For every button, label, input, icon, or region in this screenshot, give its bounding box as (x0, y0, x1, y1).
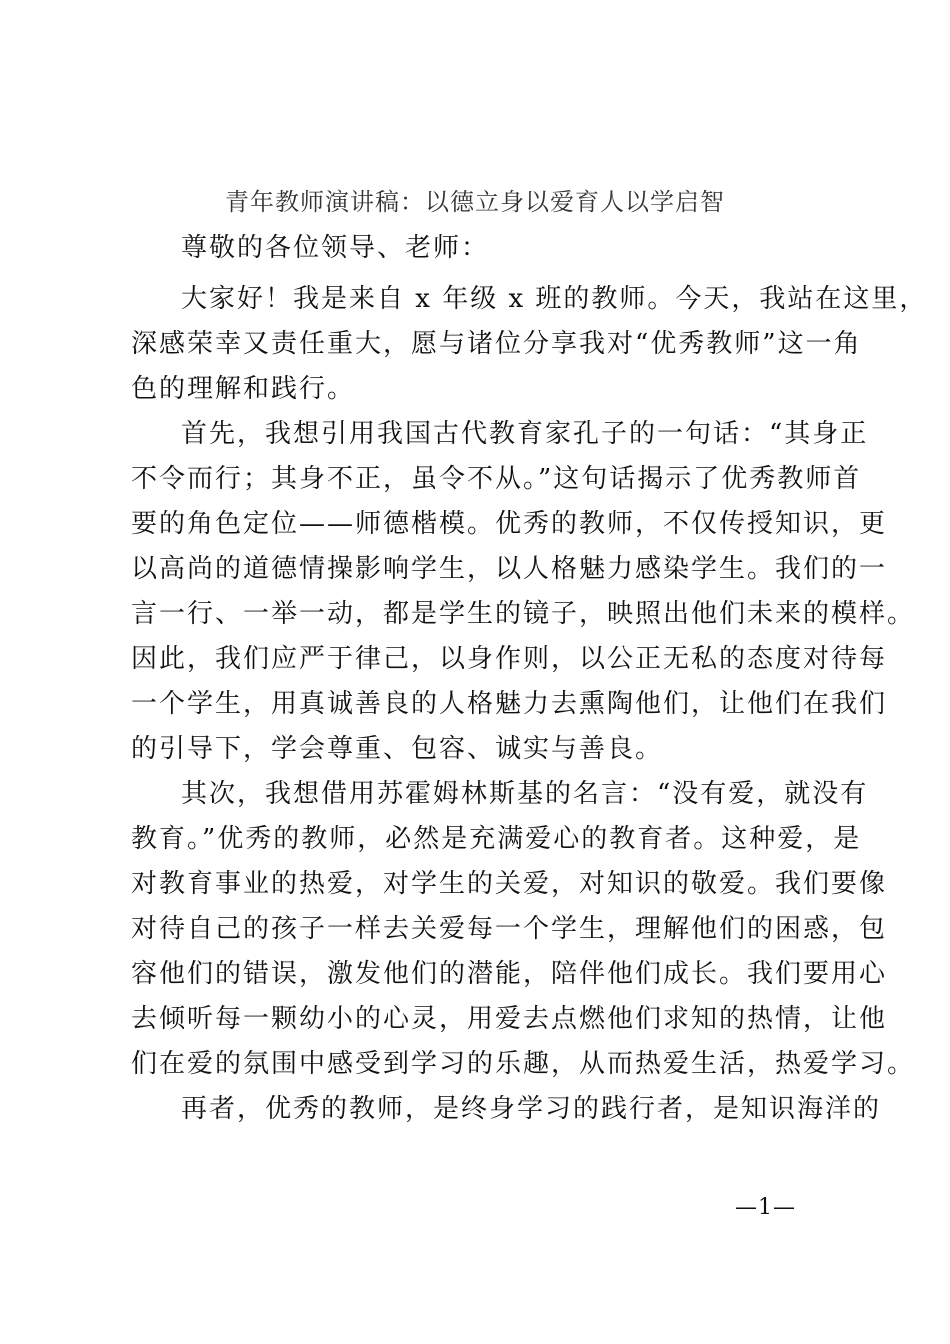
document-title: 青年教师演讲稿：以德立身以爱育人以学启智 (225, 188, 725, 216)
paragraph-line: 的引导下，学会尊重、包容、诚实与善良。 (131, 734, 664, 764)
paragraph-line: 以高尚的道德情操影响学生，以人格魅力感染学生。我们的一 (131, 554, 888, 584)
page-number: —1— (735, 1195, 796, 1220)
paragraph-line: 言一行、一举一动，都是学生的镜子，映照出他们未来的模样。 (131, 599, 916, 629)
paragraph-line: 们在爱的氛围中感受到学习的乐趣，从而热爱生活，热爱学习。 (131, 1049, 916, 1079)
paragraph-line: 大家好！我是来自 x 年级 x 班的教师。今天，我站在这里， (181, 284, 928, 314)
paragraph-line: 对待自己的孩子一样去关爱每一个学生，理解他们的困惑，包 (131, 914, 888, 944)
salutation: 尊敬的各位领导、老师： (181, 233, 490, 263)
paragraph-confucius (131, 412, 916, 772)
paragraph-line: 色的理解和践行。 (131, 374, 356, 404)
paragraph-line: 首先，我想引用我国古代教育家孔子的一句话：“其身正 (181, 419, 869, 449)
paragraph-lifelong-learning (131, 1087, 882, 1132)
paragraph-line: 因此，我们应严于律己，以身作则，以公正无私的态度对待每 (131, 644, 888, 674)
paragraph-line: 不令而行；其身不正，虽令不从。”这句话揭示了优秀教师首 (131, 464, 862, 494)
paragraph-line: 对教育事业的热爱，对学生的关爱，对知识的敬爱。我们要像 (131, 869, 888, 899)
paragraph-line: 深感荣幸又责任重大，愿与诸位分享我对“优秀教师”这一角 (131, 329, 862, 359)
paragraph-line: 教育。”优秀的教师，必然是充满爱心的教育者。这种爱，是 (131, 824, 862, 854)
document-body (131, 277, 928, 1132)
paragraph-sukhomlinsky (131, 772, 916, 1087)
paragraph-line: 要的角色定位——师德楷模。优秀的教师，不仅传授知识，更 (131, 509, 888, 539)
paragraph-line: 一个学生，用真诚善良的人格魅力去熏陶他们，让他们在我们 (131, 689, 888, 719)
paragraph-line: 容他们的错误，激发他们的潜能，陪伴他们成长。我们要用心 (131, 959, 888, 989)
paragraph-greeting (131, 277, 928, 412)
paragraph-line: 其次，我想借用苏霍姆林斯基的名言：“没有爱，就没有 (181, 779, 869, 809)
paragraph-line: 去倾听每一颗幼小的心灵，用爱去点燃他们求知的热情，让他 (131, 1004, 888, 1034)
paragraph-line: 再者，优秀的教师，是终身学习的践行者，是知识海洋的 (181, 1094, 882, 1124)
